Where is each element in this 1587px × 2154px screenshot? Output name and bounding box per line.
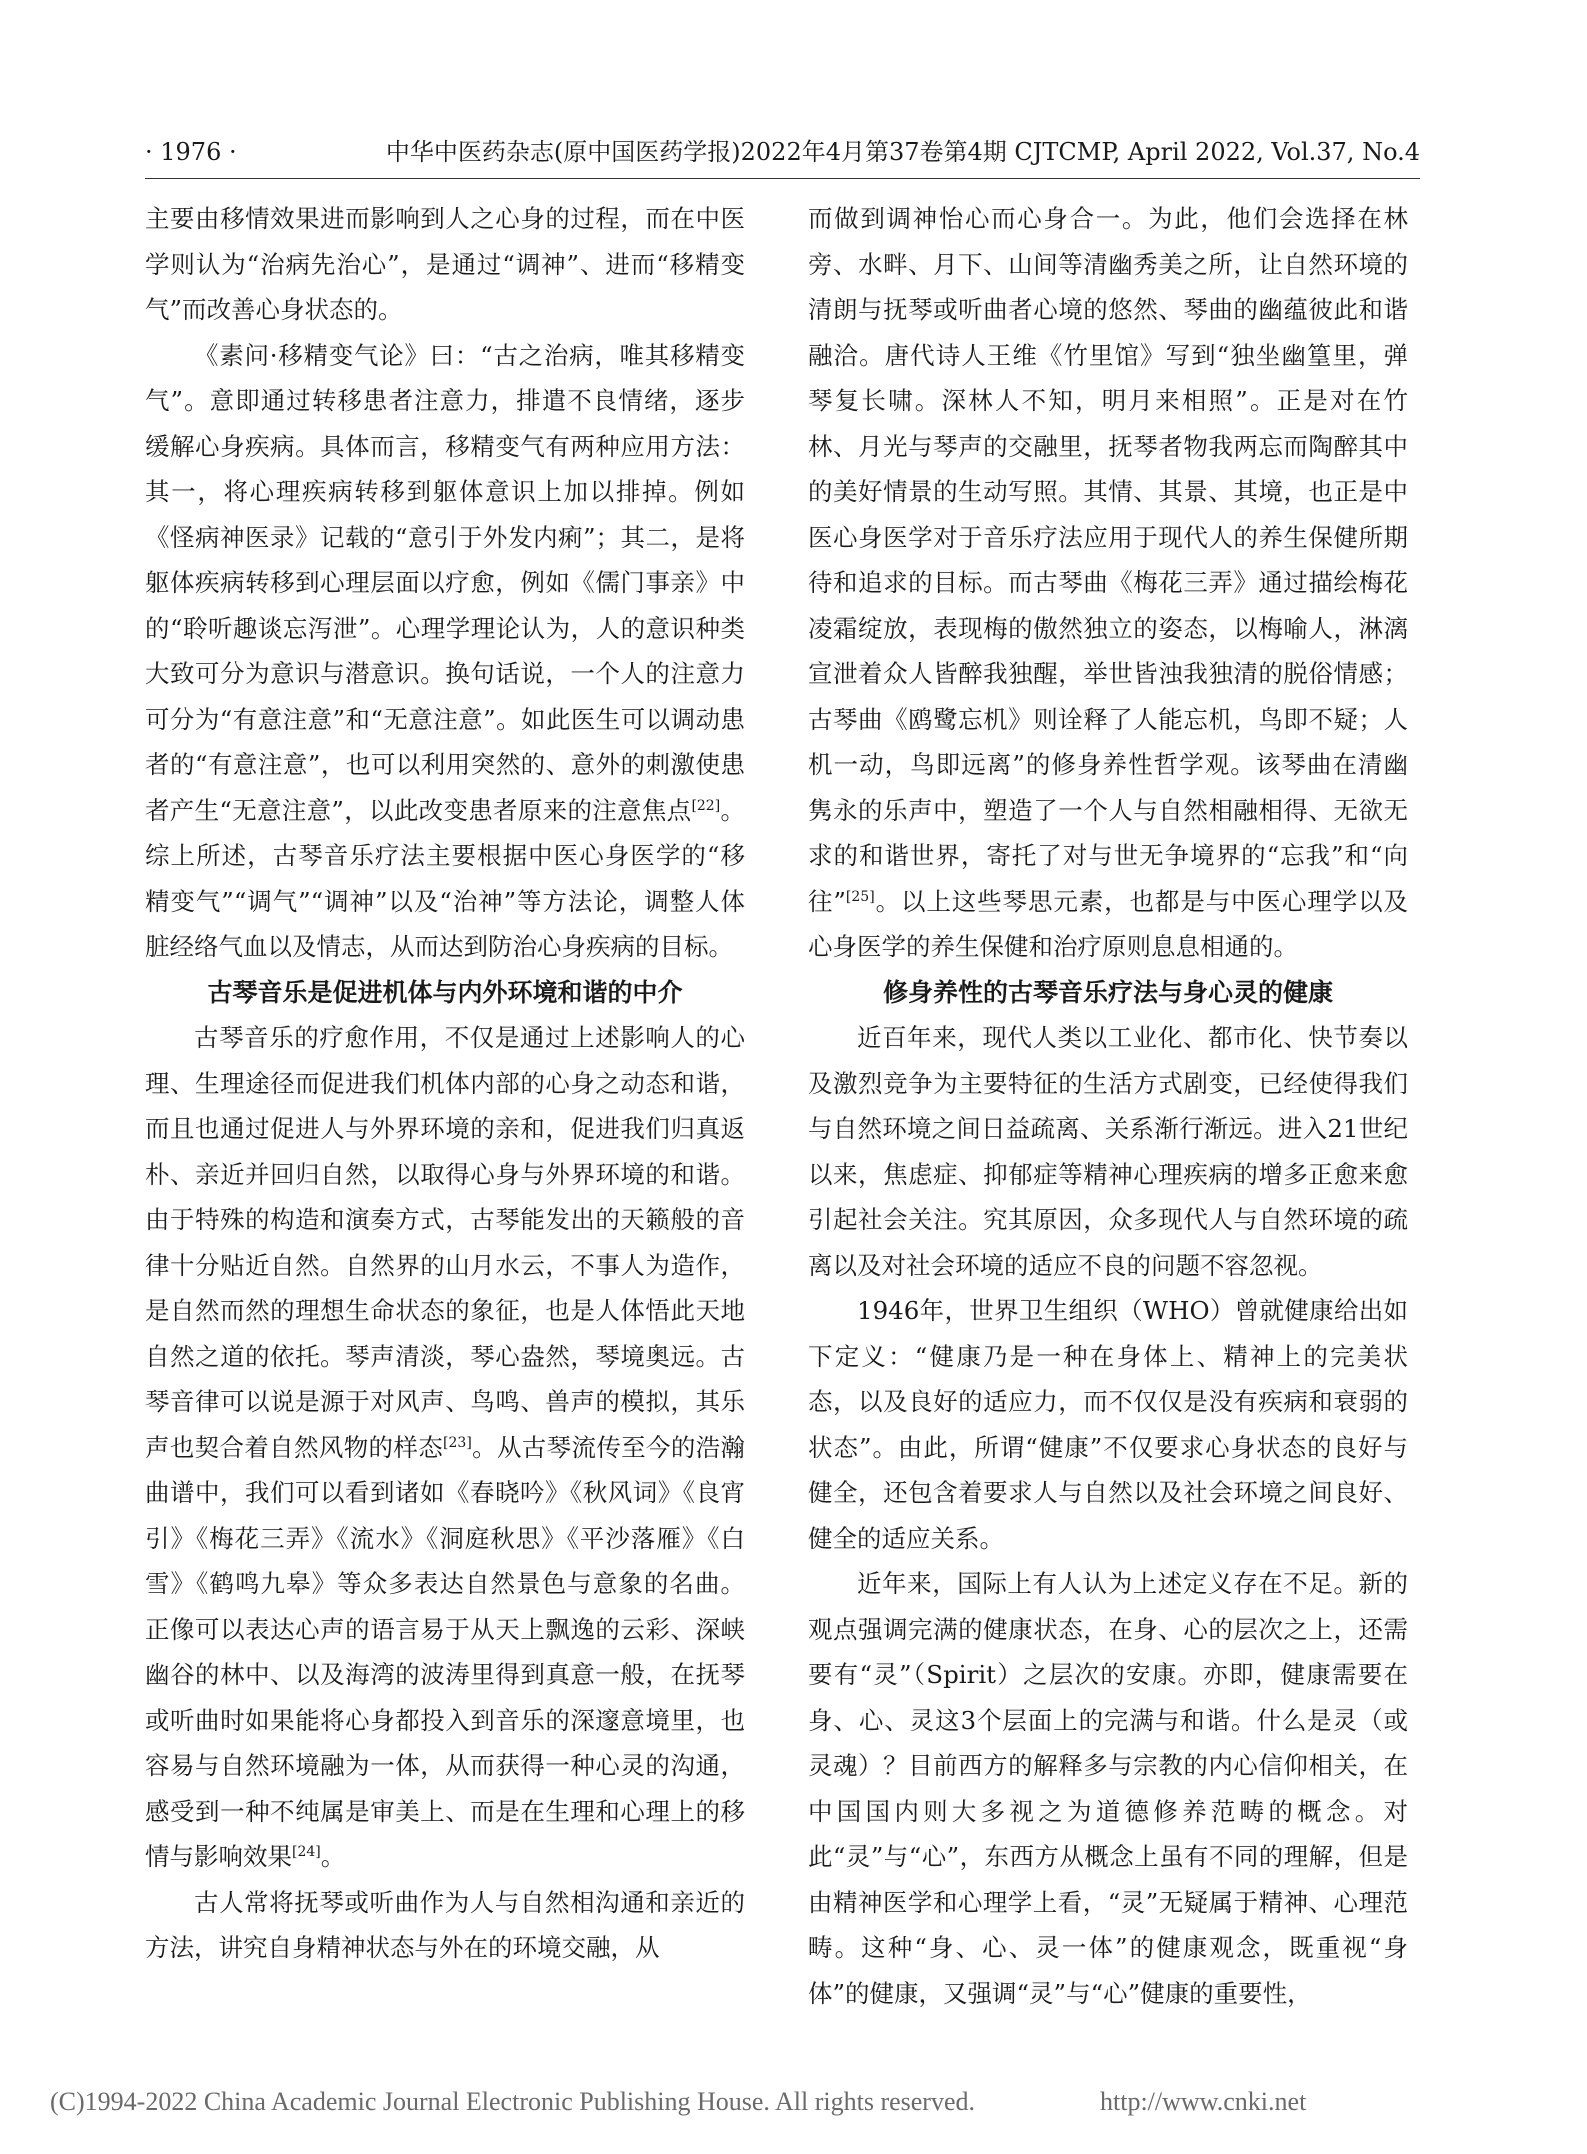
right-column [808, 196, 1408, 2016]
paragraph-text: 古琴音乐的疗愈作用，不仅是通过上述影响人的心理、生理途径而促进我们机体内部的心身之动态和谐，而且也通过促进人与外界环境的亲和，促进我们归真返朴、亲近并回归自然，以取得心身与外界环境的和谐。由于特殊的构造和演奏方式，古琴能发出的天籁般的音律十分贴近自然。自然界的山月水云，不事人为造作，是自然而然的理想生命状态的象征，也是人体悟此天地自然之道的依托。琴声清淡，琴心盎然，琴境奥远。古琴音律可以说是源于对风声、鸟鸣、兽声的模拟，其乐声也契合着自然风物的样态 [145, 1023, 745, 1462]
page-header [145, 132, 1420, 172]
paragraph-text: 。 [320, 1842, 346, 1871]
paragraph: 近年来，国际上有人认为上述定义存在不足。新的观点强调完满的健康状态，在身、心的层次之上，还需要有“灵”（Spirit）之层次的安康。亦即，健康需要在身、心、灵这3个层面上的完满与和谐。什么是灵（或灵魂）？目前西方的解释多与宗教的内心信仰相关，在中国国内则大多视之为道德修养范畴的概念。对此“灵”与“心”，东西方从概念上虽有不同的理解，但是由精神医学和心理学上看，“灵”无疑属于精神、心理范畴。这种“身、心、灵一体”的健康观念，既重视“身体”的健康，又强调“灵”与“心”健康的重要性， [808, 1569, 1408, 2008]
paragraph: 主要由移情效果进而影响到人之心身的过程，而在中医学则认为“治病先治心”，是通过“调神”、进而“移精变气”而改善心身状态的。 [145, 204, 745, 324]
paragraph [145, 1015, 745, 1880]
header-rule [145, 178, 1420, 179]
paragraph-text: 而做到调神怡心而心身合一。为此，他们会选择在林旁、水畔、月下、山间等清幽秀美之所，让自然环境的清朗与抚琴或听曲者心境的悠然、琴曲的幽蕴彼此和谐融洽。唐代诗人王维《竹里馆》写到“独坐幽篁里，弹琴复长啸。深林人不知，明月来相照”。正是对在竹林、月光与琴声的交融里，抚琴者物我两忘而陶醉其中的美好情景的生动写照。其情、其景、其境，也正是中医心身医学对于音乐疗法应用于现代人的养生保健所期待和追求的目标。而古琴曲《梅花三弄》通过描绘梅花凌霜绽放，表现梅的傲然独立的姿态，以梅喻人，淋漓宣泄着众人皆醉我独醒，举世皆浊我独清的脱俗情感；古琴曲《鸥鹭忘机》则诠释了人能忘机，鸟即不疑；人机一动，鸟即远离”的修身养性哲学观。该琴曲在清幽隽永的乐声中，塑造了一个人与自然相融相得、无欲无求的和谐世界，寄托了对与世无争境界的“忘我”和“向往” [808, 204, 1408, 916]
paragraph-text: 。从古琴流传至今的浩瀚曲谱中，我们可以看到诸如《春晓吟》《秋风词》《良宵引》《梅花三弄》《流水》《洞庭秋思》《平沙落雁》《白雪》《鹤鸣九皋》等众多表达自然景色与意象的名曲。正像可以表达心声的语言易于从天上飘逸的云彩、深峡幽谷的林中、以及海湾的波涛里得到真意一般，在抚琴或听曲时如果能将心身都投入到音乐的深邃意境里，也容易与自然环境融为一体，从而获得一种心灵的沟通，感受到一种不纯属是审美上、而是在生理和心理上的移情与影响效果 [145, 1432, 746, 1871]
paragraph [808, 196, 1408, 970]
section-heading: 古琴音乐是促进机体与内外环境和谐的中介 [207, 977, 683, 1007]
section-heading: 修身养性的古琴音乐疗法与身心灵的健康 [882, 977, 1333, 1007]
paragraph-text: 《素问·移精变气论》曰：“古之治病，唯其移精变气”。意即通过转移患者注意力，排遣不良情绪，逐步缓解心身疾病。具体而言，移精变气有两种应用方法：其一，将心理疾病转移到躯体意识上加以排掉。例如《怪病神医录》记载的“意引于外发内痢”；其二，是将躯体疾病转移到心理层面以疗愈，例如《儒门事亲》中的“聆听趣谈忘泻泄”。心理学理论认为，人的意识种类大致可分为意识与潜意识。换句话说，一个人的注意力可分为“有意注意”和“无意注意”。如此医生可以调动患者的“有意注意”，也可以利用突然的、意外的刺激使患者产生“无意注意”，以此改变患者原来的注意焦点 [145, 340, 745, 825]
paragraph: 近百年来，现代人类以工业化、都市化、快节奏以及激烈竞争为主要特征的生活方式剧变，已经使得我们与自然环境之间日益疏离、关系渐行渐远。进入21世纪以来，焦虑症、抑郁症等精神心理疾病的增多正愈来愈引起社会关注。究其原因，众多现代人与自然环境的疏离以及对社会环境的适应不良的问题不容忽视。 [808, 1023, 1408, 1280]
citation-ref[interactable]: [23] [443, 1434, 472, 1451]
copyright-notice: (C)1994-2022 China Academic Journal Electronic Publishing House. All rights reserved. [50, 2087, 975, 2116]
page-footer [50, 2082, 1540, 2122]
citation-ref[interactable]: [22] [691, 797, 721, 814]
paragraph: 古人常将抚琴或听曲作为人与自然相沟通和亲近的方法，讲究自身精神状态与外在的环境交融，从 [145, 1887, 745, 1962]
left-column [145, 196, 745, 1971]
footer-url[interactable]: http://www.cnki.net [1100, 2087, 1307, 2116]
paragraph-text: 。综上所述，古琴音乐疗法主要根据中医心身医学的“移精变气”“调气”“调神”以及“治神”等方法论，调整人体脏经络气血以及情志，从而达到防治心身疾病的目标。 [145, 795, 745, 961]
citation-ref[interactable]: [25] [845, 888, 875, 905]
paragraph-text: 。以上这些琴思元素，也都是与中医心理学以及心身医学的养生保健和治疗原则息息相通的。 [808, 886, 1408, 961]
paragraph [145, 333, 745, 970]
page-number: · 1976 · [145, 138, 237, 166]
journal-citation: 中华中医药杂志(原中国医药学报)2022年4月第37卷第4期 CJTCMP, April 2022, Vol.37, No.4 [385, 138, 1420, 166]
paragraph: 1946年，世界卫生组织（WHO）曾就健康给出如下定义：“健康乃是一种在身体上、精神上的完美状态，以及良好的适应力，而不仅仅是没有疾病和衰弱的状态”。由此，所谓“健康”不仅要求心身状态的良好与健全，还包含着要求人与自然以及社会环境之间良好、健全的适应关系。 [808, 1296, 1408, 1553]
citation-ref[interactable]: [24] [292, 1843, 321, 1860]
